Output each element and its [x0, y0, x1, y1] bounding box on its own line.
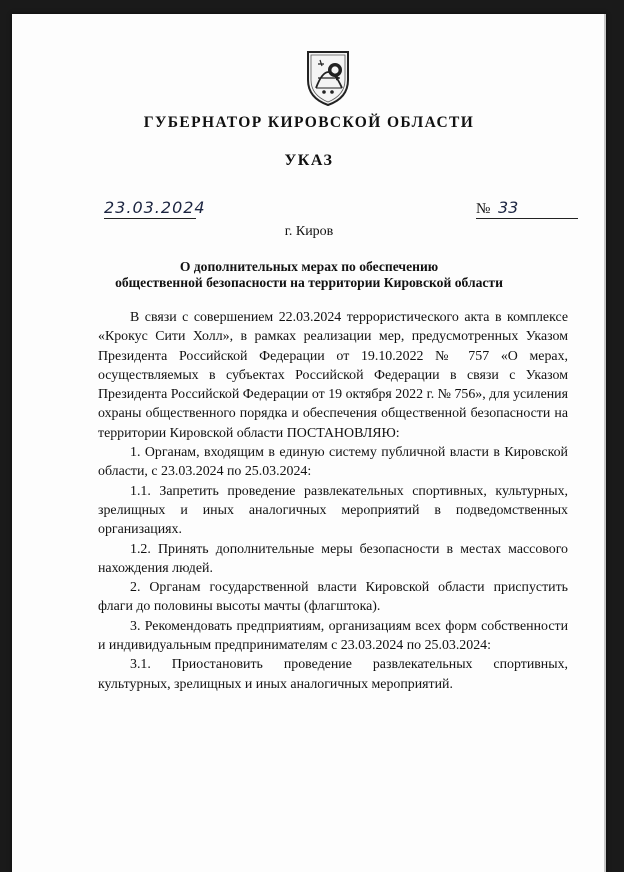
paragraph-1-2: 1.2. Принять дополнительные меры безопасности в местах массового нахождения людей. [98, 541, 568, 576]
decree-subject [12, 259, 606, 291]
city: г. Киров [284, 224, 334, 239]
decree-number: 33 [498, 198, 519, 217]
page-edge [604, 14, 606, 872]
decree-number-field [476, 198, 578, 219]
kirov-coat-of-arms-icon [304, 48, 352, 108]
subject-line-1: О дополнительных мерах по обеспечению [179, 259, 439, 274]
paragraph-3: 3. Рекомендовать предприятиям, организациям всех форм собственности и индивидуальным предпринимателям с 23.03.2024 по 25.03.2024: [98, 618, 568, 654]
subject-line-2: общественной безопасности на территории Кировской области [115, 275, 503, 290]
document-type: УКАЗ [284, 152, 334, 169]
decree-date: 23.03.2024 [104, 198, 206, 217]
paragraph-1: 1. Органам, входящим в единую систему публичной власти в Кировской области, с 23.03.2024 по 25.03.2024: [98, 445, 568, 480]
paragraph-1-1: 1.1. Запретить проведение развлекательных спортивных, культурных, зрелищных и иных аналогичных мероприятий в подведомственных организациях. [98, 483, 568, 538]
decree-body [98, 308, 568, 694]
preamble-paragraph: В связи с совершением 22.03.2024 террористического акта в комплексе «Крокус Сити Холл», в рамках реализации мер, предусмотренных Указом Президента Российской Федерации от 19.10.2022 № 757 «О мерах, осуществляемых в субъектах Российской Федерации в связи с Указом Президента Российской Федерации от 19 октября 2022 г. № 756», для усиления охраны общественного порядка и обеспечения общественной безопасности на территории Кировской области ПОСТАНОВЛЯЮ: [98, 310, 568, 441]
document-page [12, 14, 606, 872]
number-sign: № [476, 201, 491, 217]
paragraph-3-1: 3.1. Приостановить проведение развлекательных спортивных, культурных, зрелищных и иных аналогичных мероприятий. [98, 657, 568, 692]
issuing-authority: ГУБЕРНАТОР КИРОВСКОЙ ОБЛАСТИ [143, 114, 475, 131]
paragraph-2: 2. Органам государственной власти Кировской области приспустить флаги до половины высоты мачты (флагштока). [98, 580, 568, 615]
